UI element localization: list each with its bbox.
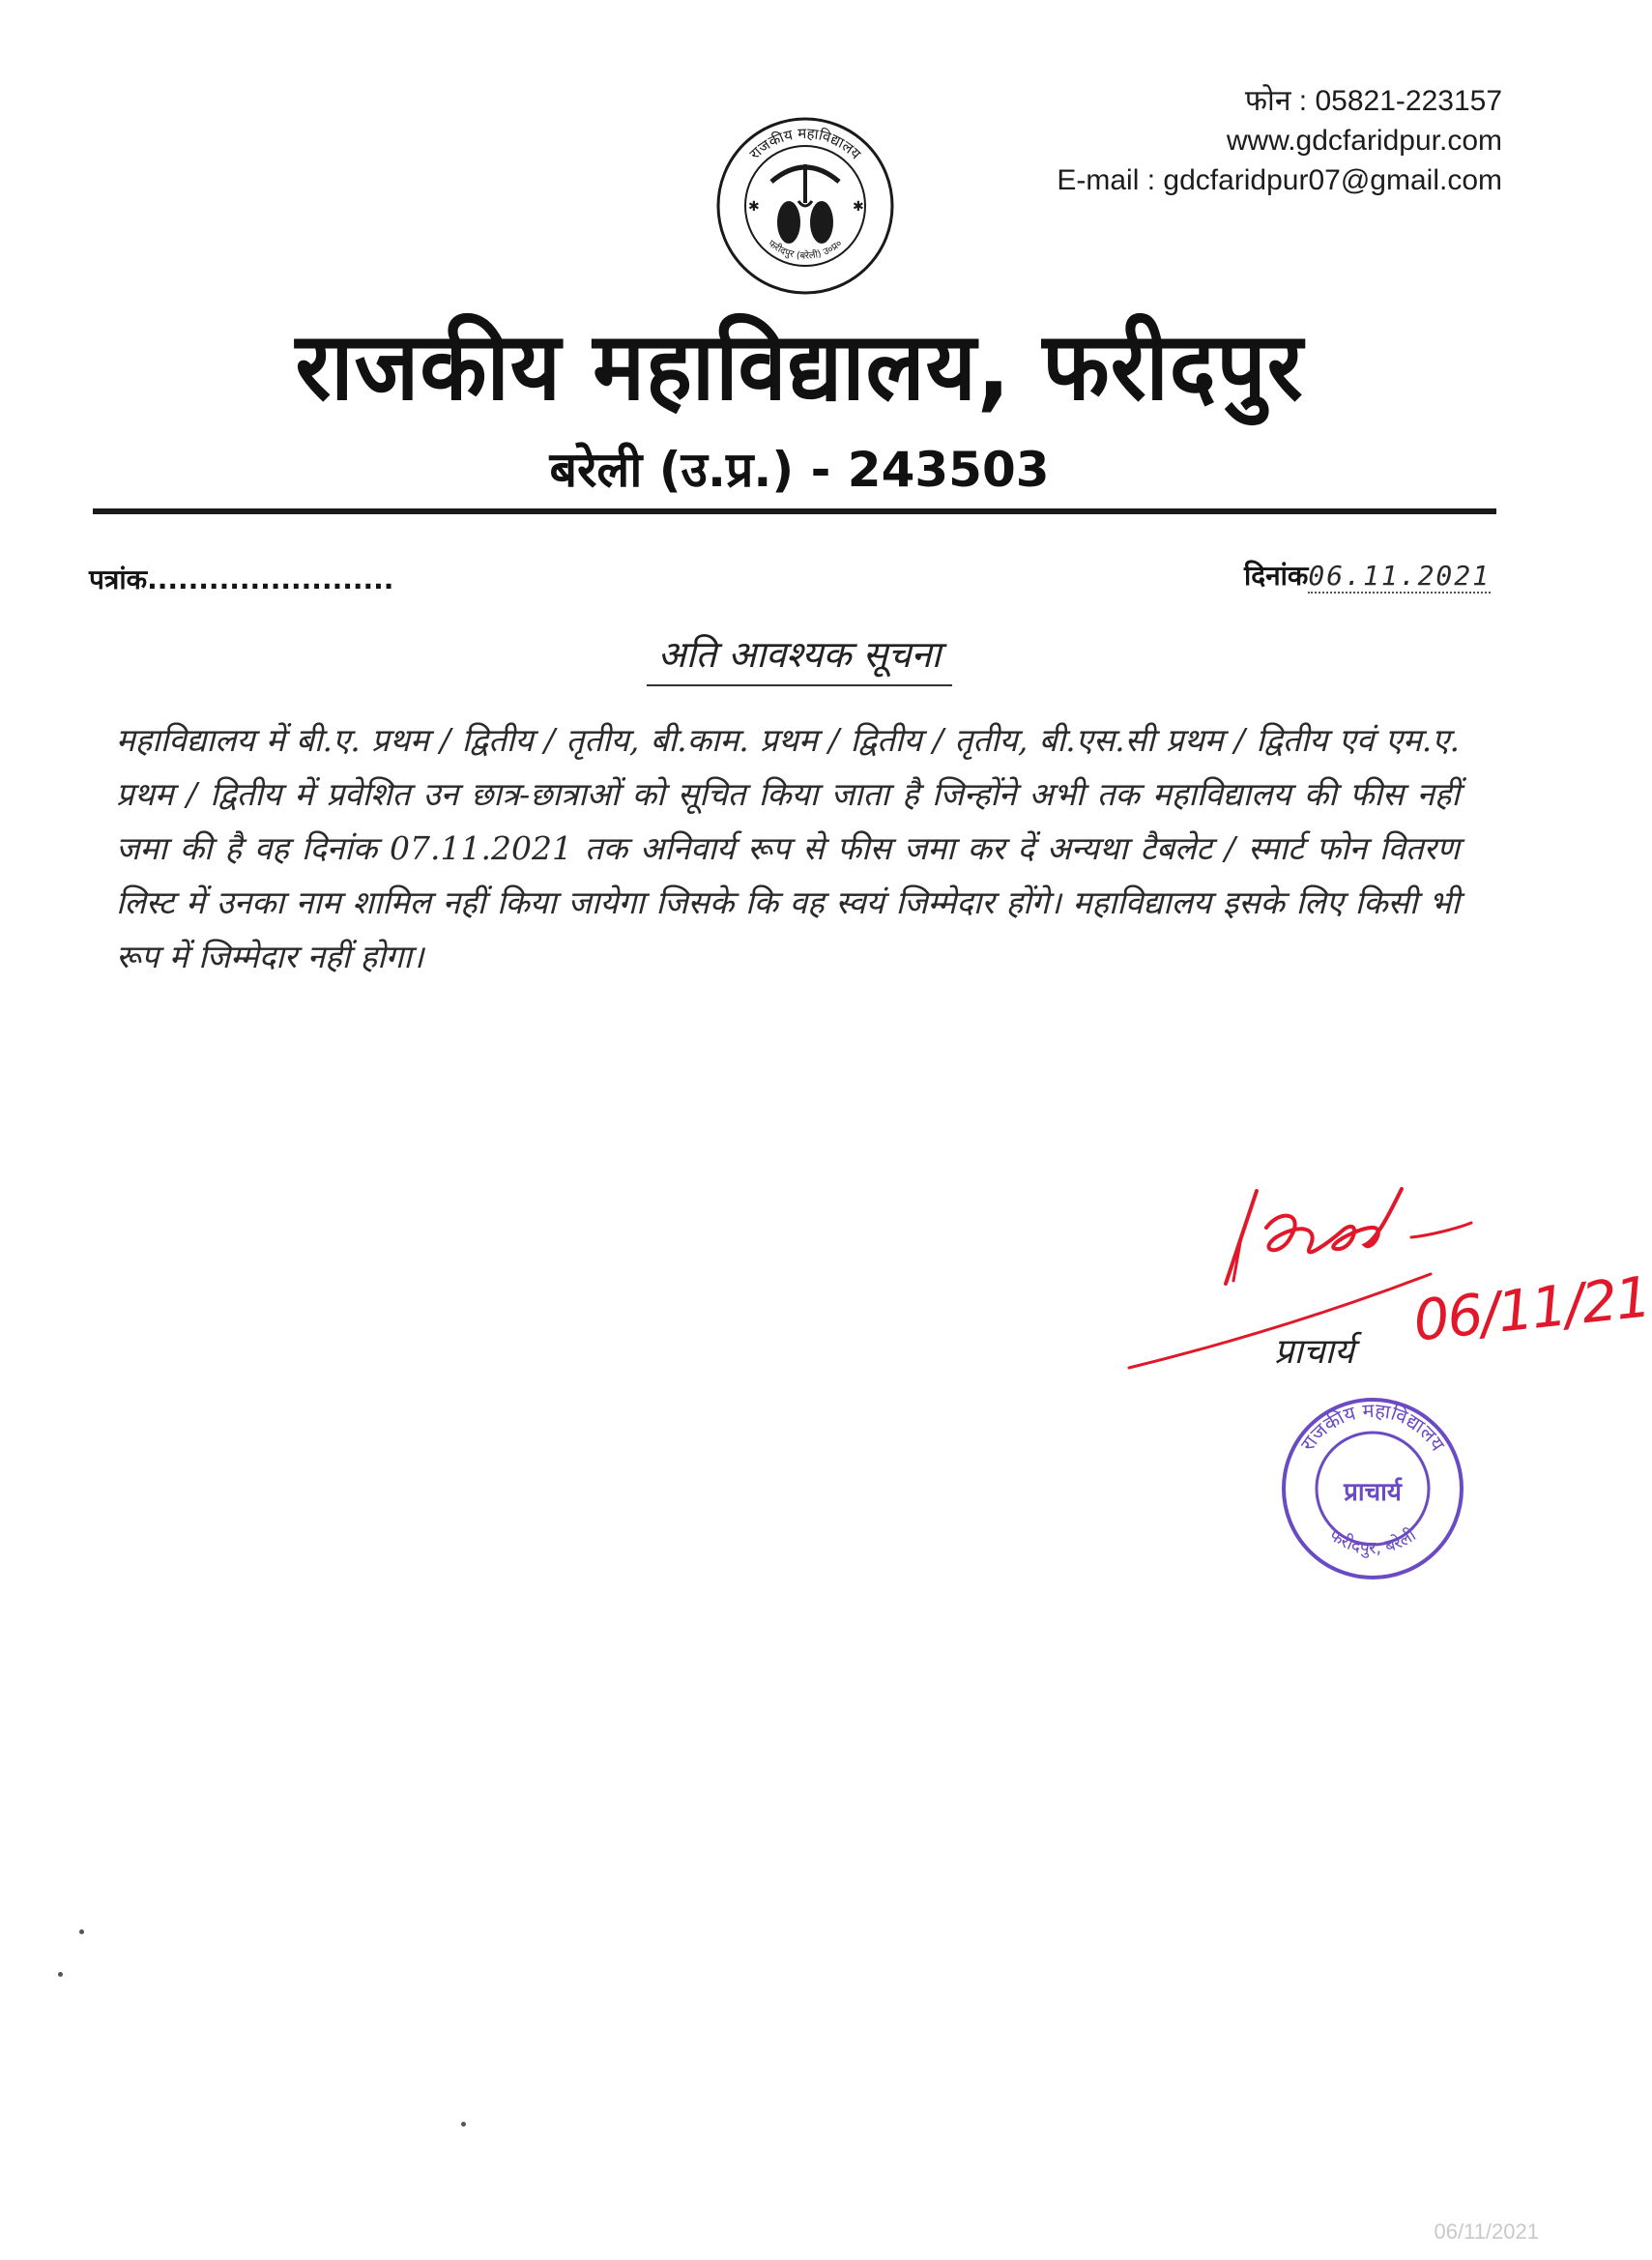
notice-heading-wrap <box>0 628 1599 686</box>
svg-text:फरीदपुर (बरेली) उ०प्र०: फरीदपुर (बरेली) उ०प्र० <box>766 238 845 262</box>
email-text: E-mail : gdcfaridpur07@gmail.com <box>1057 164 1502 196</box>
header-divider <box>93 508 1496 514</box>
notice-body: महाविद्यालय में बी.ए. प्रथम / द्वितीय / तृतीय, बी.काम. प्रथम / द्वितीय / तृतीय, बी.एस.सी प्रथम / द्वितीय एवं एम.ए. प्रथम / द्वितीय में प्रवेशित उन छात्र-छात्राओं को सूचित किया जाता है जिन्होंने अभी तक महाविद्यालय की फीस नहीं जमा की है वह दिनांक 07.11.2021 तक अनिवार्य रूप से फीस जमा कर दें अन्यथा टैबलेट / स्मार्ट फोन वितरण लिस्ट में उनका नाम शामिल नहीं किया जायेगा जिसके कि वह स्वयं जिम्मेदार होंगे। महाविद्यालय इसके लिए किसी भी रूप में जिम्मेदार नहीं होगा। <box>116 721 1460 975</box>
svg-text:राजकीय महाविद्यालय: राजकीय महाविद्यालय <box>1295 1398 1450 1456</box>
notice-heading: अति आवश्यक सूचना <box>647 628 953 686</box>
contact-block <box>1057 81 1502 200</box>
website-text: www.gdcfaridpur.com <box>1226 125 1502 157</box>
college-emblem-icon <box>713 114 897 298</box>
svg-text:फरीदपुर, बरेली: फरीदपुर, बरेली <box>1325 1524 1420 1559</box>
scan-speck <box>58 1972 63 1977</box>
scan-date-stamp: 06/11/2021 <box>1434 2219 1539 2244</box>
date-label: दिनांक <box>1244 560 1309 592</box>
svg-text:प्राचार्य: प्राचार्य <box>1344 1478 1402 1507</box>
principal-designation: प्राचार्य <box>1274 1332 1354 1372</box>
date-value: 06.11.2021 <box>1308 560 1491 592</box>
scan-speck <box>461 2122 466 2127</box>
letter-date <box>1244 557 1491 594</box>
scan-speck <box>79 1929 84 1934</box>
svg-text:✱: ✱ <box>853 199 864 215</box>
reference-number: पत्रांक........................ <box>89 564 394 595</box>
svg-text:राजकीय महाविद्यालय: राजकीय महाविद्यालय <box>745 124 865 163</box>
college-address: बरेली (उ.प्र.) - 243503 <box>549 442 1050 498</box>
phone-text: फोन : 05821-223157 <box>1244 85 1502 117</box>
svg-text:✱: ✱ <box>748 199 760 215</box>
principal-seal-icon <box>1276 1392 1469 1585</box>
college-title: राजकीय महाविद्यालय, फरीदपुर <box>295 312 1304 422</box>
signature-date: 06/11/21 <box>1410 1263 1652 1354</box>
